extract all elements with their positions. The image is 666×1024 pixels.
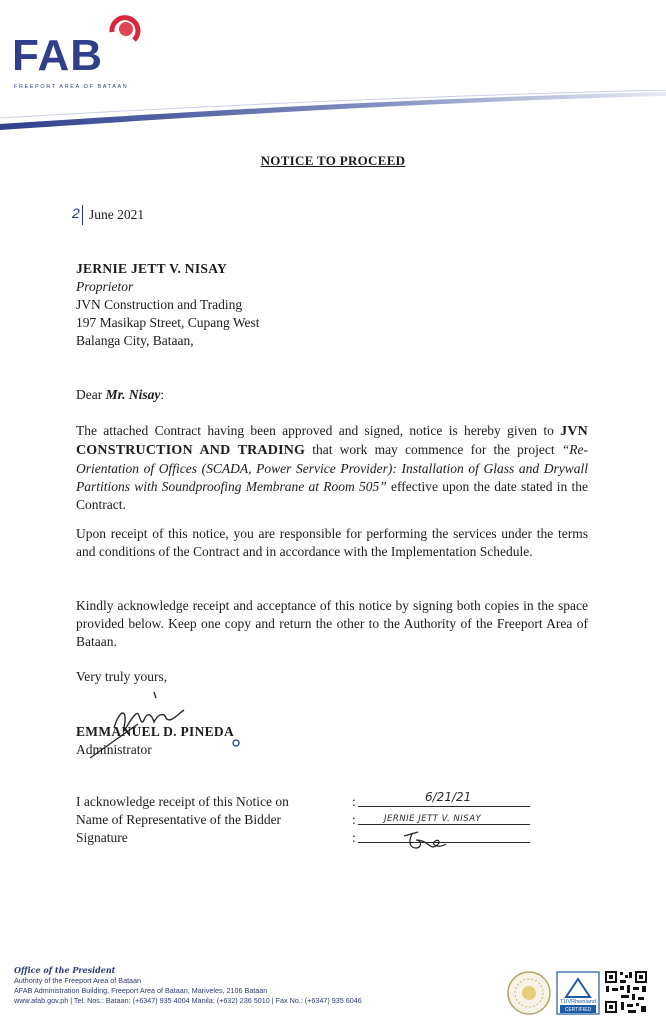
- footer-office: Office of the President: [14, 965, 116, 975]
- signatory-name: EMMANUEL D. PINEDA: [76, 724, 235, 739]
- ack-colon: :: [352, 794, 356, 809]
- paragraph-acknowledge: Kindly acknowledge receipt and acceptance of this notice by signing both copies in the space provided below. Keep one copy and return the other to the Authority of the Freeport Area of Bataan.: [76, 598, 588, 649]
- document-date: June 2021: [89, 207, 145, 222]
- ack-signature-mark: [400, 828, 460, 854]
- footer-contact: www.afab.gov.ph | Tel. Nos.: Bataan: (+6347) 935 4004 Manila: (+632) 236 5010 | Fax No.: (+6347) 935 6046: [14, 996, 362, 1005]
- document-title: NOTICE TO PROCEED: [260, 153, 406, 168]
- closing: Very truly yours,: [76, 669, 168, 684]
- project-title: “Re-Orientation of Offices (SCADA, Power Service Provider): Installation of Glass and Drywall Partitions with Soundproofing Membrane at Room 505”: [76, 442, 588, 494]
- paragraph-notice-text-b: that work may commence for the project: [305, 442, 562, 457]
- paragraph-responsibility: Upon receipt of this notice, you are responsible for performing the services under the terms and conditions of the Contract and in accordance with the Implementation Schedule.: [76, 526, 588, 559]
- ack-name-line: [358, 824, 530, 825]
- philippine-seal-icon: [506, 970, 552, 1016]
- qr-code-icon: [604, 970, 648, 1014]
- ack-name-label: Name of Representative of the Bidder: [76, 812, 282, 827]
- handwritten-day: 2: [72, 205, 80, 221]
- tuv-certified-badge-icon: [556, 971, 600, 1015]
- salutation-name: Mr. Nisay: [105, 387, 161, 402]
- tuv-label: TÜVRheinland: [560, 999, 596, 1005]
- ack-date-line: [358, 806, 530, 807]
- addressee-address-line1: 197 Masikap Street, Cupang West: [76, 315, 260, 330]
- tuv-certified-label: CERTIFIED: [564, 1007, 592, 1013]
- ack-name-handwritten: JERNIE JETT V. NISAY: [384, 814, 482, 824]
- fab-logo-text: FAB: [12, 31, 103, 80]
- paragraph-notice-text-a: The attached Contract having been approved and signed, notice is hereby given to: [76, 423, 561, 438]
- salutation: [76, 386, 164, 404]
- ack-colon: :: [352, 812, 356, 827]
- addressee-company: JVN Construction and Trading: [76, 297, 243, 312]
- ack-signature-label: Signature: [76, 830, 128, 845]
- header-swoosh-decoration: [0, 90, 666, 130]
- paragraph-notice: [76, 422, 588, 514]
- addressee-address-line2: Balanga City, Bataan,: [76, 333, 194, 348]
- footer-address: AFAB Administration Building, Freeport Area of Bataan, Mariveles, 2106 Bataan: [14, 986, 268, 995]
- ack-date-handwritten: 6/21/21: [425, 790, 472, 804]
- salutation-suffix: :: [160, 387, 165, 402]
- contractor-name: JVN CONSTRUCTION AND TRADING: [76, 424, 588, 458]
- salutation-prefix: Dear: [76, 387, 106, 402]
- fab-logo-subtitle: FREEPORT AREA OF BATAAN: [14, 84, 129, 90]
- paragraph-notice-text-c: effective upon the date stated in the Contract.: [76, 479, 588, 512]
- signatory-title: Administrator: [76, 742, 152, 757]
- ack-receipt-label: I acknowledge receipt of this Notice on: [76, 794, 289, 809]
- fab-logo-ring-icon: [104, 10, 144, 50]
- date-ink-mark: [82, 205, 83, 225]
- ack-colon: :: [352, 830, 356, 845]
- addressee-position: Proprietor: [76, 279, 134, 294]
- footer-authority: Authority of the Freeport Area of Bataan: [14, 976, 142, 985]
- addressee-name: JERNIE JETT V. NISAY: [76, 261, 228, 276]
